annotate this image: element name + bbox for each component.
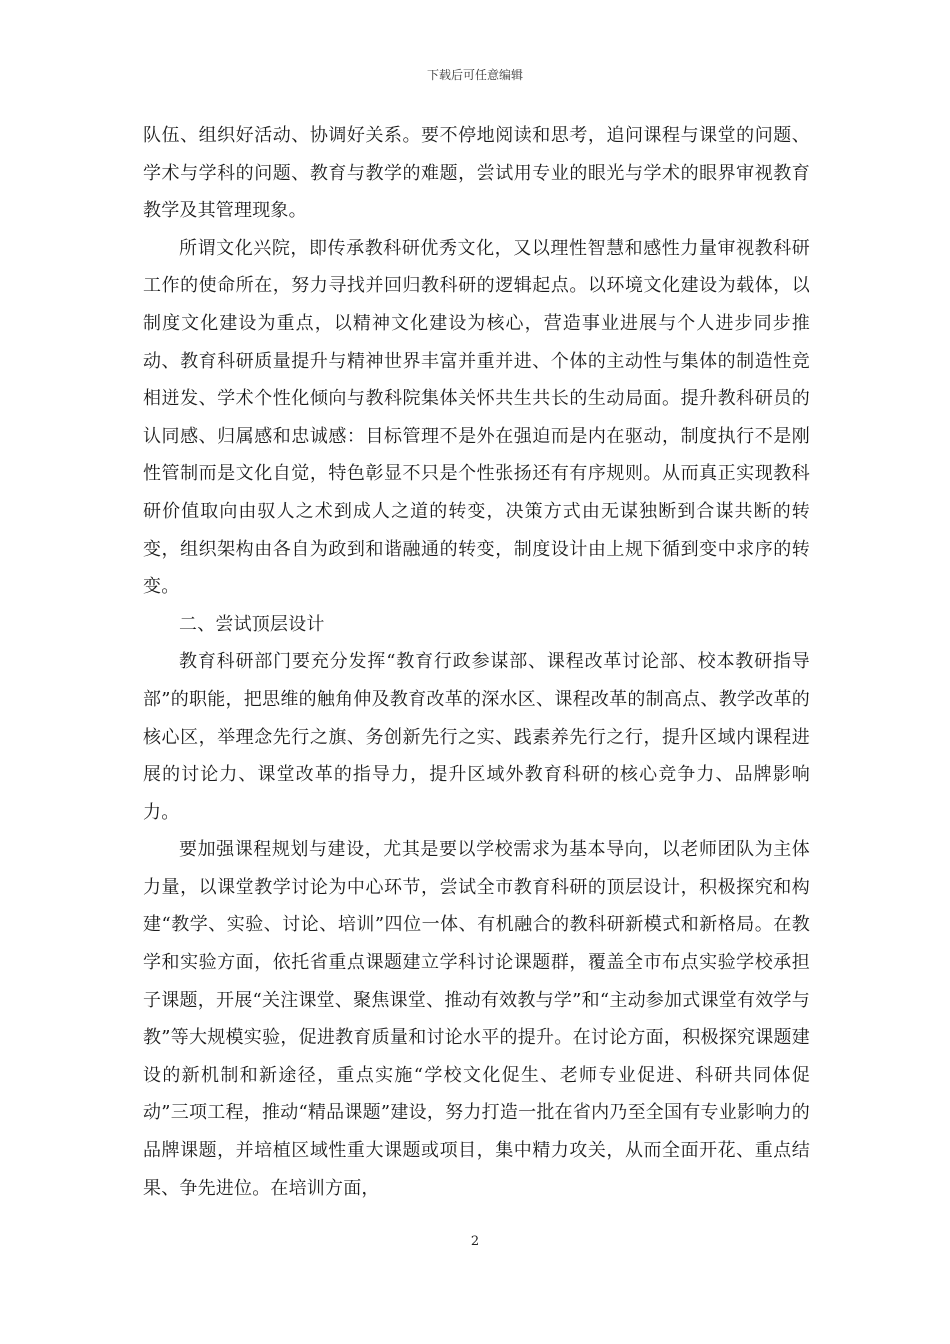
paragraph-4: 要加强课程规划与建设，尤其是要以学校需求为基本导向，以老师团队为主体力量，以课堂教学讨论为中心环节，尝试全市教育科研的顶层设计，积极探究和构建“教学、实验、讨论、培训”四位一体、有机融合的教科研新模式和新格局。在教学和实验方面，依托省重点课题建立学科讨论课题群，覆盖全市布点实验学校承担子课题，开展“关注课堂、聚焦课堂、推动有效教与学”和“主动参加式课堂有效学与教”等大规模实验，促进教育质量和讨论水平的提升。在讨论方面，积极探究课题建设的新机制和新途径，重点实施“学校文化促生、老师专业促进、科研共同体促动”三项工程，推动“精品课题”建设，努力打造一批在省内乃至全国有专业影响力的品牌课题，并培植区域性重大课题或项目，集中精力攻关，从而全面开花、重点结果、争先进位。在培训方面， xyxy=(143,839,810,1199)
paragraph-1: 队伍、组织好活动、协调好关系。要不停地阅读和思考，追问课程与课堂的问题、学术与学科的问题、教育与教学的难题，尝试用专业的眼光与学术的眼界审视教育教学及其管理现象。 xyxy=(143,125,810,222)
page-header: 下载后可任意编辑 xyxy=(426,68,523,82)
document-body xyxy=(143,117,810,1207)
paragraph-2: 所谓文化兴院，即传承教科研优秀文化，又以理性智慧和感性力量审视教科研工作的使命所在，努力寻找并回归教科研的逻辑起点。以环境文化建设为载体，以制度文化建设为重点，以精神文化建设为核心，营造事业进展与个人进步同步推动、教育科研质量提升与精神世界丰富并重并进、个体的主动性与集体的制造性竞相迸发、学术个性化倾向与教科院集体关怀共生共长的生动局面。提升教科研员的认同感、归属感和忠诚感：目标管理不是外在强迫而是内在驱动，制度执行不是刚性管制而是文化自觉，特色彰显不只是个性张扬还有有序规则。从而真正实现教科研价值取向由驭人之术到成人之道的转变，决策方式由无谋独断到合谋共断的转变，组织架构由各自为政到和谐融通的转变，制度设计由上规下循到变中求序的转变。 xyxy=(143,237,810,598)
page-number: 2 xyxy=(470,1234,480,1249)
paragraph-3: 教育科研部门要充分发挥“教育行政参谋部、课程改革讨论部、校本教研指导部”的职能，把思维的触角伸及教育改革的深水区、课程改革的制高点、教学改革的核心区，举理念先行之旗、务创新先行之实、践素养先行之行，提升区域内课程进展的讨论力、课堂改革的指导力，提升区域外教育科研的核心竞争力、品牌影响力。 xyxy=(143,651,810,823)
section-heading: 二、尝试顶层设计 xyxy=(179,613,325,635)
